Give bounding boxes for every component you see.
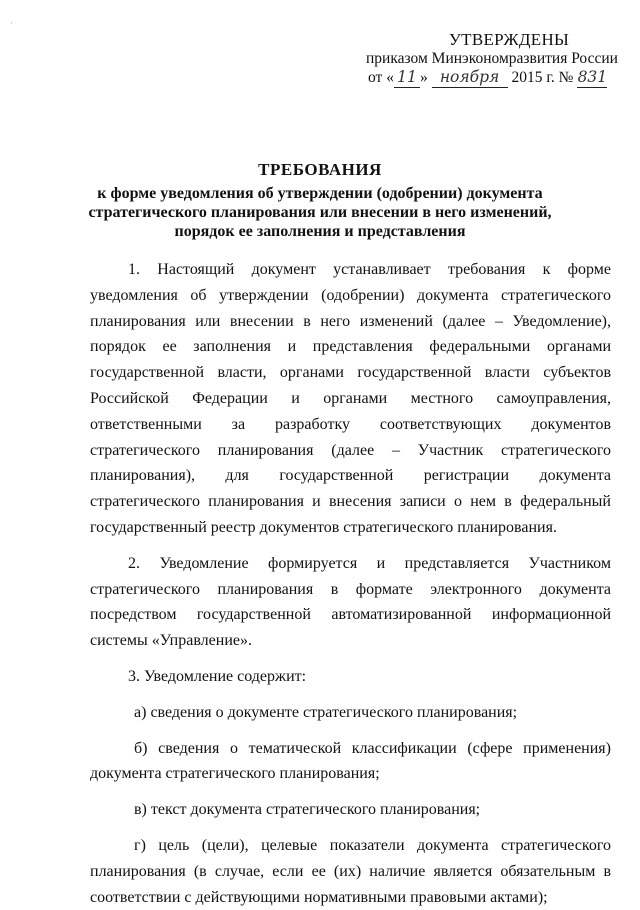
list-item-a [90, 700, 611, 726]
paragraph-2: 2. Уведомление формируется и представляется Участником стратегического планирования в формате электронного документа посредством государственной автоматизированной информационной системы «Управление». [90, 554, 611, 650]
handwritten-order-number: 831 [577, 68, 608, 86]
document-title [60, 160, 580, 241]
list-item-label: а) [134, 703, 147, 721]
list-item-label: в) [134, 801, 147, 819]
list-item-text: сведения о документе стратегического планирования; [150, 703, 518, 721]
approval-date-line [360, 68, 632, 88]
approval-block [360, 30, 632, 88]
title-main: ТРЕБОВАНИЯ [258, 160, 382, 179]
paragraph-1: 1. Настоящий документ устанавливает требования к форме уведомления об утверждении (одобрении) документа стратегического планирования или внесении в него изменений (далее – Уведомление), порядок ее заполнения и представления федеральными органами государственной власти, органами государственной власти субъектов Российской Федерации и органами местного самоуправления, ответственными за разработку соответствующих документов стратегического планирования (далее – Участник стратегического планирования), для государственной регистрации документа стратегического планирования и внесения записи о нем в федеральный государственный реестр документов стратегического планирования. [90, 261, 611, 536]
handwritten-day: 11 [394, 68, 420, 88]
scan-speck: · [10, 18, 13, 28]
paragraph-3: 3. Уведомление содержит: [128, 667, 307, 685]
list-item-label: б) [134, 739, 148, 757]
handwritten-month: ноября [432, 68, 508, 88]
list-item-b [90, 736, 611, 788]
date-prefix: от « [368, 69, 394, 86]
list-item-text: сведения о тематической классификации (сфере применения) документа стратегического планирования; [90, 739, 611, 783]
list-item-text: цель (цели), целевые показатели документа стратегического планирования (в случае, если ее (их) наличие является обязательным в соответствии с действующими нормативными правовыми актами); [90, 836, 611, 906]
document-body [90, 257, 611, 910]
date-year: 2015 г. № [511, 69, 574, 86]
list-item-v [90, 797, 611, 823]
approval-order-line: приказом Минэкономразвития России [366, 50, 618, 67]
date-mid: » [419, 69, 428, 86]
list-item-g [90, 833, 611, 910]
title-subtitle: к форме уведомления об утверждении (одобрении) документа стратегического планирования или внесении в него изменений, порядок ее заполнения и представления [88, 185, 552, 240]
list-item-text: текст документа стратегического планирования; [150, 801, 481, 819]
approval-heading: УТВЕРЖДЕНЫ [448, 30, 570, 49]
list-item-label: г) [134, 836, 146, 854]
